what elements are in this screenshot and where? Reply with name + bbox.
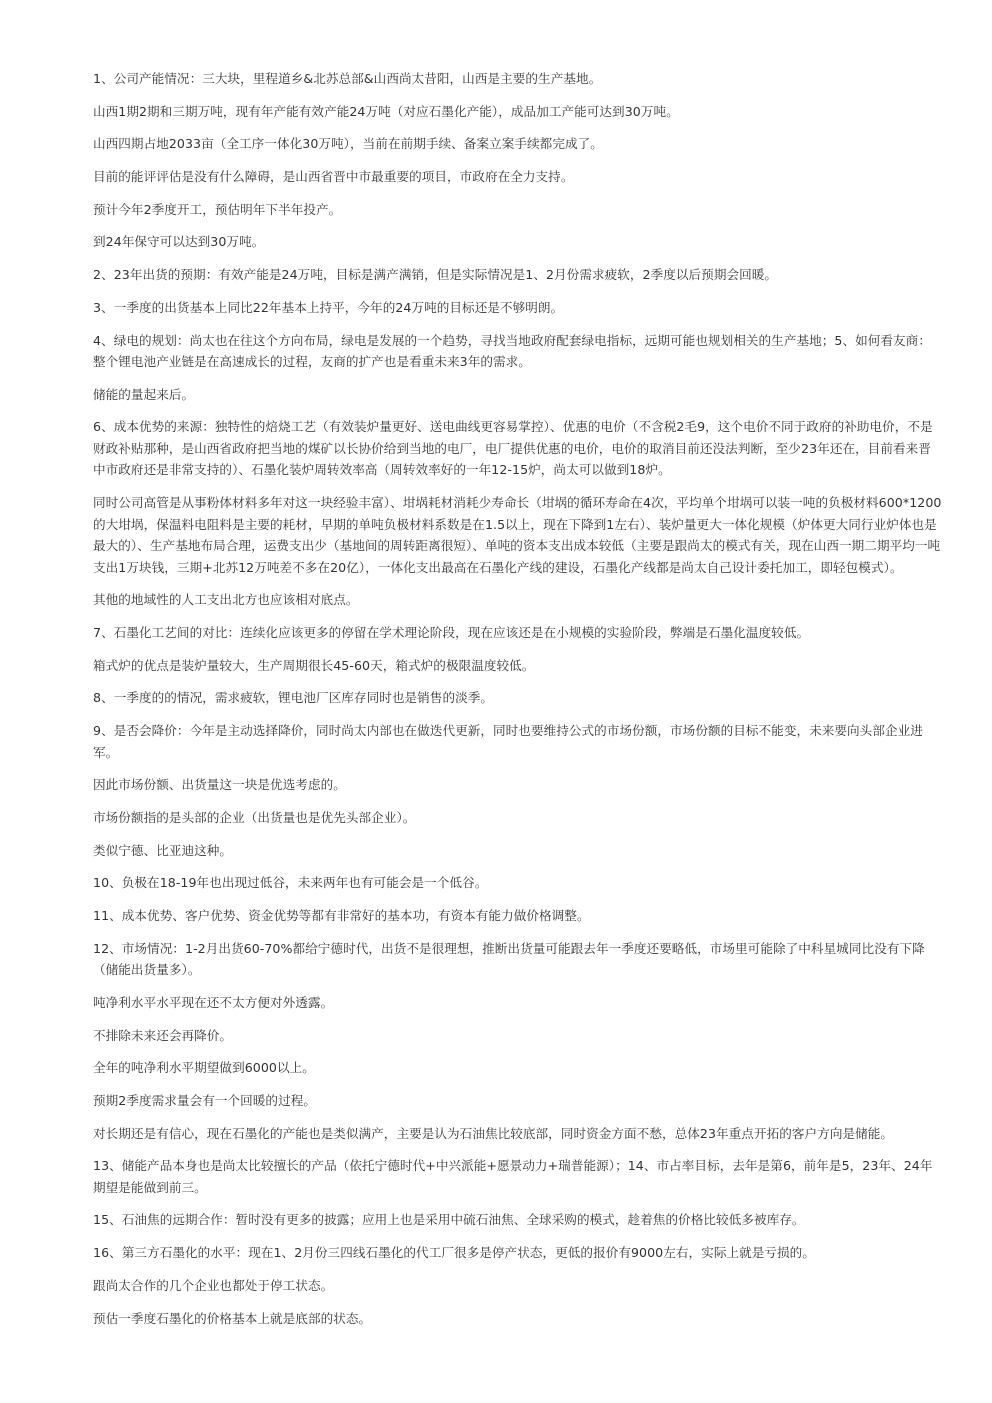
paragraph: 预计今年2季度开工，预估明年下半年投产。 — [93, 201, 342, 217]
paragraph: 13、储能产品本身也是尚太比较擅长的产品（依托宁德时代+中兴派能+愿景动力+瑞普能源）；14、市占率目标，去年是第6，前年是5，23年、24年期望是能做到前三。 — [93, 1158, 933, 1195]
paragraph: 12、市场情况：1-2月出货60-70%都给宁德时代，出货不是很理想，推断出货量可能跟去年一季度还要略低，市场里可能除了中科星城同比没有下降（储能出货量多）。 — [93, 940, 925, 978]
paragraph: 预期2季度需求量会有一个回暖的过程。 — [93, 1092, 317, 1108]
paragraph: 15、石油焦的远期合作：暂时没有更多的披露；应用上也是采用中硫石油焦、全球采购的模式，趁着焦的价格比较低多被库存。 — [93, 1212, 805, 1228]
paragraph: 不排除未来还会再降价。 — [93, 1027, 233, 1043]
paragraph: 6、成本优势的来源：独特性的焙烧工艺（有效装炉量更好、送电曲线更容易掌控）、优惠的电价（不含税2毛9，这个电价不同于政府的补助电价，不是财政补贴那种，是山西省政府把当地的煤矿以长协价给到当地的电厂，电厂提供优惠的电价，电价的取消目前还没法判断，至少23年还在，目前看来晋中市政府还是非常支持的）、石墨化装炉周转效率高（周转效率好的一年12-15炉，尚太可以做到18炉。 — [93, 419, 933, 478]
paragraph: 预估一季度石墨化的价格基本上就是底部的状态。 — [93, 1310, 372, 1326]
paragraph: 7、石墨化工艺间的对比：连续化应该更多的停留在学术理论阶段，现在应该还是在小规模的实验阶段，弊端是石墨化温度较低。 — [93, 624, 810, 640]
paragraph: 对长期还是有信心，现在石墨化的产能也是类似满产，主要是认为石油焦比较底部，同时资金方面不愁，总体23年重点开拓的客户方向是储能。 — [93, 1125, 894, 1141]
paragraph: 4、绿电的规划：尚太也在往这个方向布局，绿电是发展的一个趋势，寻找当地政府配套绿电指标，远期可能也规划相关的生产基地；5、如何看友商：整个锂电池产业链是在高速成长的过程，友商的扩产也是看重未来3年的需求。 — [93, 332, 931, 369]
paragraph: 10、负极在18-19年也出现过低谷，未来两年也有可能会是一个低谷。 — [93, 875, 488, 891]
paragraph: 16、第三方石墨化的水平：现在1、2月份三四线石墨化的代工厂很多是停产状态，更低的报价有9000左右，实际上就是亏损的。 — [93, 1245, 815, 1261]
paragraph: 因此市场份额、出货量这一块是优选考虑的。 — [93, 777, 346, 793]
paragraph: 同时公司高管是从事粉体材料多年对这一块经验丰富）、坩埚耗材消耗少寿命长（坩埚的循环寿命在4次，平均单个坩埚可以装一吨的负极材料600*1200的大坩埚，保温料电阻料是主要的耗材，早期的单吨负极材料系数是在1.5以上，现在下降到1左右）、装炉量更大一体化规模（炉体更大同行业炉体也是最大的）、生产基地布局合理，运费支出少（基地间的周转距离很短）、单吨的资本支出成本较低（主要是跟尚太的模式有关，现在山西一期二期平均一吨支出1万块钱，三期+北苏12万吨差不多在20亿），一体化支出最高在石墨化产线的建设，石墨化产线都是尚太自己设计委托加工，即轻包模式）。 — [93, 495, 942, 575]
paragraph: 8、一季度的的情况，需求疲软，锂电池厂区库存同时也是销售的淡季。 — [93, 690, 494, 706]
paragraph: 市场份额指的是头部的企业（出货量也是优先头部企业）。 — [93, 809, 416, 825]
paragraph: 跟尚太合作的几个企业也都处于停工状态。 — [93, 1277, 334, 1293]
paragraph: 山西四期占地2033亩（全工序一体化30万吨），当前在前期手续、备案立案手续都完成了。 — [93, 136, 603, 152]
paragraph: 类似宁德、比亚迪这种。 — [93, 842, 233, 858]
paragraph: 储能的量起来后。 — [93, 386, 195, 402]
paragraph: 其他的地域性的人工支出北方也应该相对底点。 — [93, 592, 359, 608]
paragraph: 目前的能评评估是没有什么障碍，是山西省晋中市最重要的项目，市政府在全力支持。 — [93, 169, 574, 185]
paragraph: 箱式炉的优点是装炉量较大，生产周期很长45-60天，箱式炉的极限温度较低。 — [93, 657, 535, 673]
paragraph: 9、是否会降价：今年是主动选择降价，同时尚太内部也在做迭代更新，同时也要维持公式的市场份额，市场份额的目标不能变，未来要向头部企业进军。 — [93, 723, 923, 760]
document-body — [93, 68, 943, 1340]
paragraph: 吨净利水平水平现在还不太方便对外透露。 — [93, 994, 334, 1010]
paragraph: 1、公司产能情况：三大块，里程道乡&北苏总部&山西尚太昔阳，山西是主要的生产基地。 — [93, 71, 602, 86]
paragraph: 11、成本优势、客户优势、资金优势等都有非常好的基本功，有资本有能力做价格调整。 — [93, 907, 590, 923]
paragraph: 山西1期2期和三期万吨，现有年产能有效产能24万吨（对应石墨化产能），成品加工产能可达到30万吨。 — [93, 103, 679, 119]
paragraph: 到24年保守可以达到30万吨。 — [93, 234, 265, 250]
paragraph: 3、一季度的出货基本上同比22年基本上持平，今年的24万吨的目标还是不够明朗。 — [93, 299, 564, 315]
paragraph: 2、23年出货的预期：有效产能是24万吨，目标是满产满销，但是实际情况是1、2月份需求疲软，2季度以后预期会回暖。 — [93, 267, 778, 283]
paragraph: 全年的吨净利水平期望做到6000以上。 — [93, 1060, 315, 1076]
